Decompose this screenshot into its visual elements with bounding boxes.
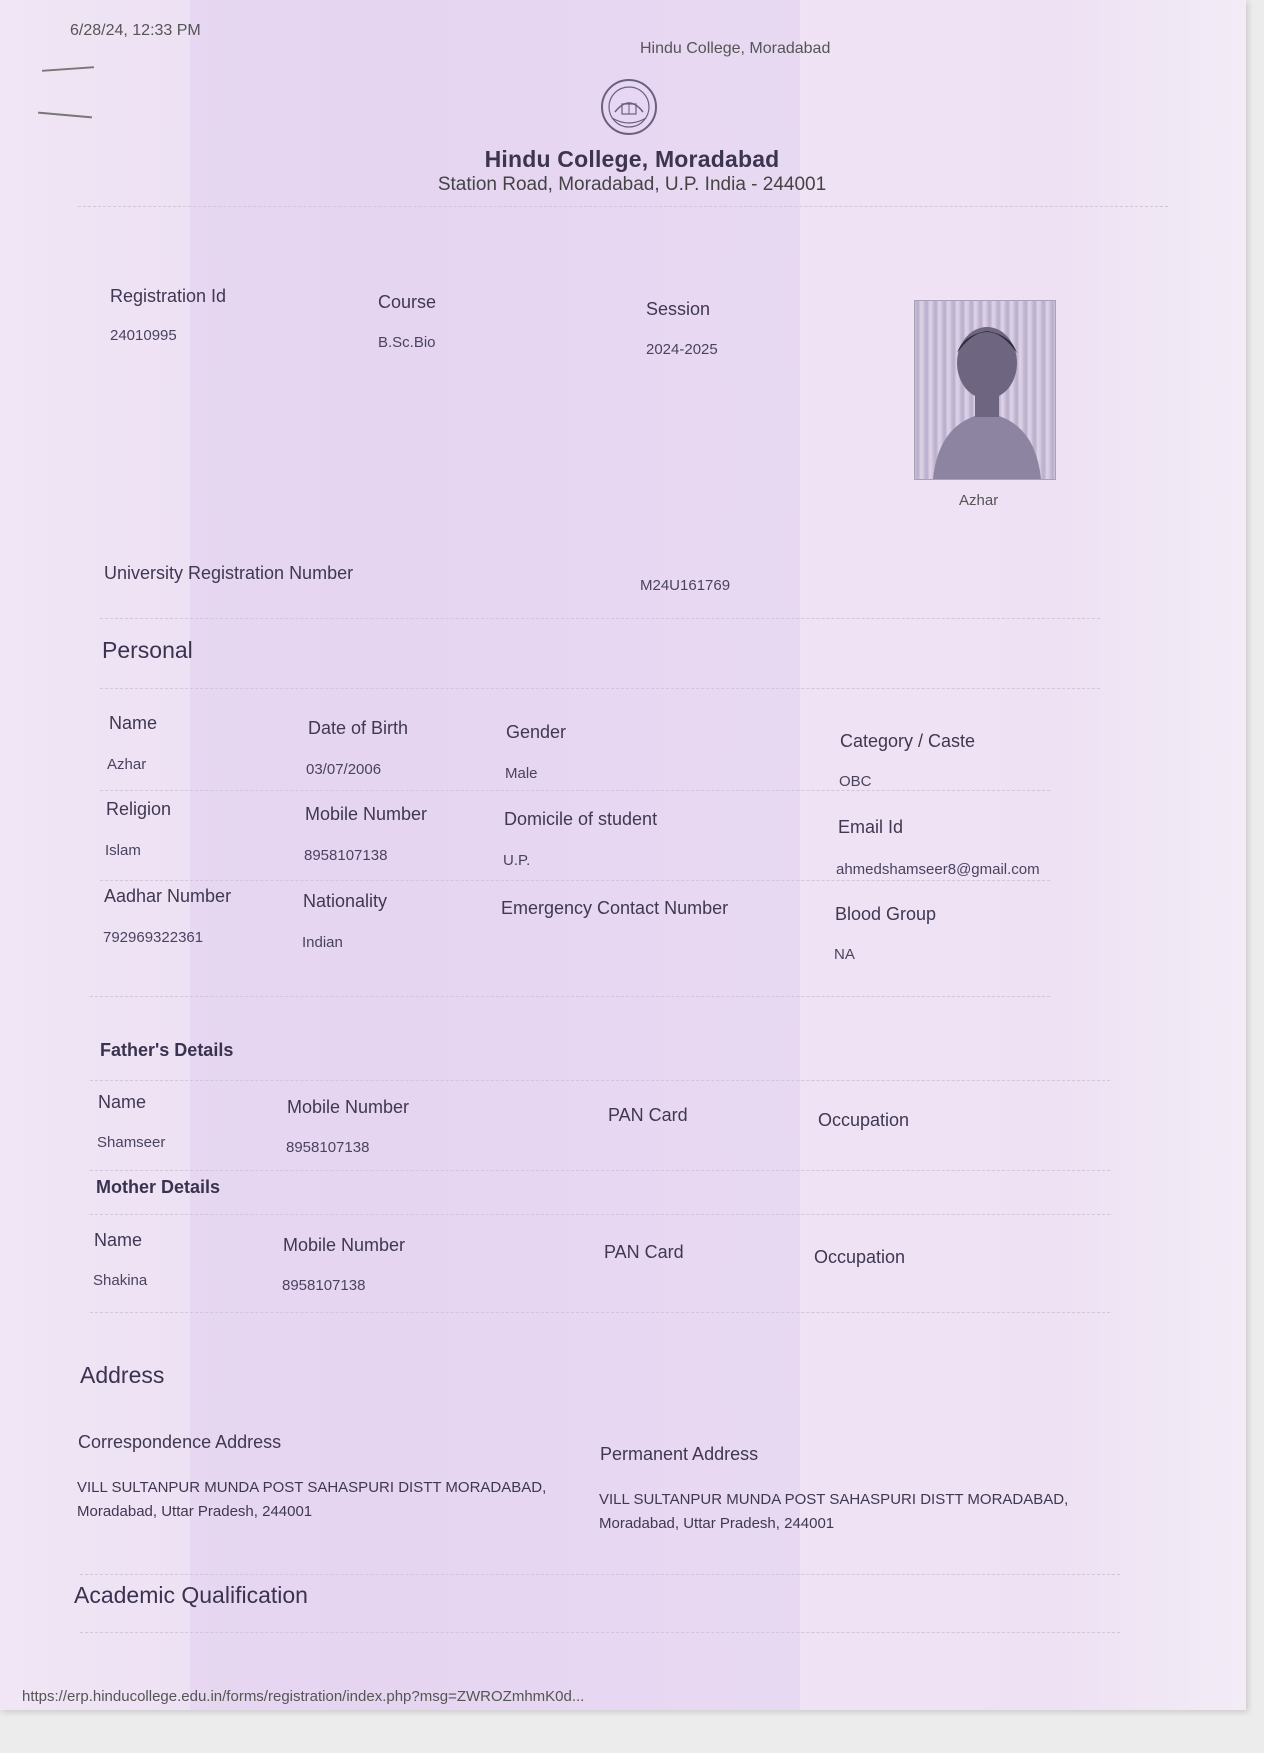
divider	[100, 790, 1050, 791]
college-address: Station Road, Moradabad, U.P. India - 244001	[437, 174, 827, 195]
mobile-label: Mobile Number	[305, 804, 428, 824]
divider	[78, 206, 1168, 207]
father-pan-label: PAN Card	[608, 1105, 688, 1125]
divider	[90, 1312, 1110, 1313]
mother-mobile-value: 8958107138	[282, 1277, 366, 1294]
divider	[80, 1574, 1120, 1575]
print-page-title: Hindu College, Moradabad	[640, 40, 831, 57]
correspondence-address-value: VILL SULTANPUR MUNDA POST SAHASPURI DISTT MORADABAD, Moradabad, Uttar Pradesh, 244001	[77, 1479, 547, 1520]
pen-mark	[42, 66, 94, 72]
father-name-label: Name	[98, 1092, 147, 1112]
nationality-label: Nationality	[303, 891, 388, 911]
address-heading: Address	[80, 1362, 165, 1388]
gender-value: Male	[505, 765, 538, 782]
email-label: Email Id	[838, 817, 904, 837]
student-photo-image	[915, 301, 1055, 479]
nationality-value: Indian	[302, 934, 343, 951]
course-label: Course	[378, 292, 437, 312]
college-name: Hindu College, Moradabad	[484, 146, 780, 172]
footer-url: https://erp.hinducollege.edu.in/forms/registration/index.php?msg=ZWROZmhmK0d...	[22, 1688, 585, 1705]
personal-heading: Personal	[102, 637, 193, 663]
university-reg-value: M24U161769	[640, 577, 731, 594]
pen-mark	[38, 112, 92, 119]
divider	[80, 1632, 1120, 1633]
session-label: Session	[646, 299, 711, 319]
permanent-address-label: Permanent Address	[600, 1444, 759, 1464]
student-photo	[914, 300, 1056, 480]
session-value: 2024-2025	[646, 341, 718, 358]
photo-caption: Azhar	[959, 492, 999, 509]
mother-name-value: Shakina	[93, 1272, 148, 1289]
father-mobile-label: Mobile Number	[287, 1097, 410, 1117]
father-mobile-value: 8958107138	[286, 1139, 370, 1156]
correspondence-address-label: Correspondence Address	[78, 1432, 282, 1452]
religion-label: Religion	[106, 799, 172, 819]
university-reg-label: University Registration Number	[104, 563, 354, 583]
category-label: Category / Caste	[840, 731, 976, 751]
divider	[90, 1080, 1110, 1081]
registration-id-label: Registration Id	[110, 286, 227, 306]
mother-pan-label: PAN Card	[604, 1242, 684, 1262]
divider	[100, 880, 1050, 881]
mother-name-label: Name	[94, 1230, 143, 1250]
divider	[90, 1214, 1110, 1215]
divider	[100, 688, 1100, 689]
dob-label: Date of Birth	[308, 718, 409, 738]
aadhar-label: Aadhar Number	[104, 886, 232, 906]
print-datetime: 6/28/24, 12:33 PM	[70, 22, 201, 39]
email-value: ahmedshamseer8@gmail.com	[836, 861, 1040, 878]
mother-mobile-label: Mobile Number	[283, 1235, 406, 1255]
blood-group-label: Blood Group	[835, 904, 937, 924]
divider	[90, 996, 1050, 997]
name-label: Name	[109, 713, 158, 733]
gender-label: Gender	[506, 722, 567, 742]
dob-value: 03/07/2006	[306, 761, 382, 778]
aadhar-value: 792969322361	[103, 929, 204, 946]
registration-id-value: 24010995	[110, 327, 177, 344]
mother-occupation-label: Occupation	[814, 1247, 906, 1267]
father-name-value: Shamseer	[97, 1134, 166, 1151]
academic-heading: Academic Qualification	[74, 1582, 308, 1608]
father-occupation-label: Occupation	[818, 1110, 910, 1130]
blood-group-value: NA	[834, 946, 855, 963]
domicile-value: U.P.	[503, 852, 531, 869]
domicile-label: Domicile of student	[504, 809, 658, 829]
college-logo-icon	[600, 78, 658, 136]
divider	[100, 618, 1100, 619]
permanent-address-value: VILL SULTANPUR MUNDA POST SAHASPURI DISTT MORADABAD, Moradabad, Uttar Pradesh, 244001	[599, 1491, 1069, 1532]
category-value: OBC	[839, 773, 872, 790]
mobile-value: 8958107138	[304, 847, 388, 864]
name-value: Azhar	[107, 756, 147, 773]
divider	[90, 1170, 1110, 1171]
course-value: B.Sc.Bio	[378, 334, 436, 351]
father-heading: Father's Details	[100, 1040, 234, 1060]
emergency-contact-label: Emergency Contact Number	[501, 898, 729, 918]
mother-heading: Mother Details	[96, 1177, 221, 1197]
religion-value: Islam	[105, 842, 141, 859]
